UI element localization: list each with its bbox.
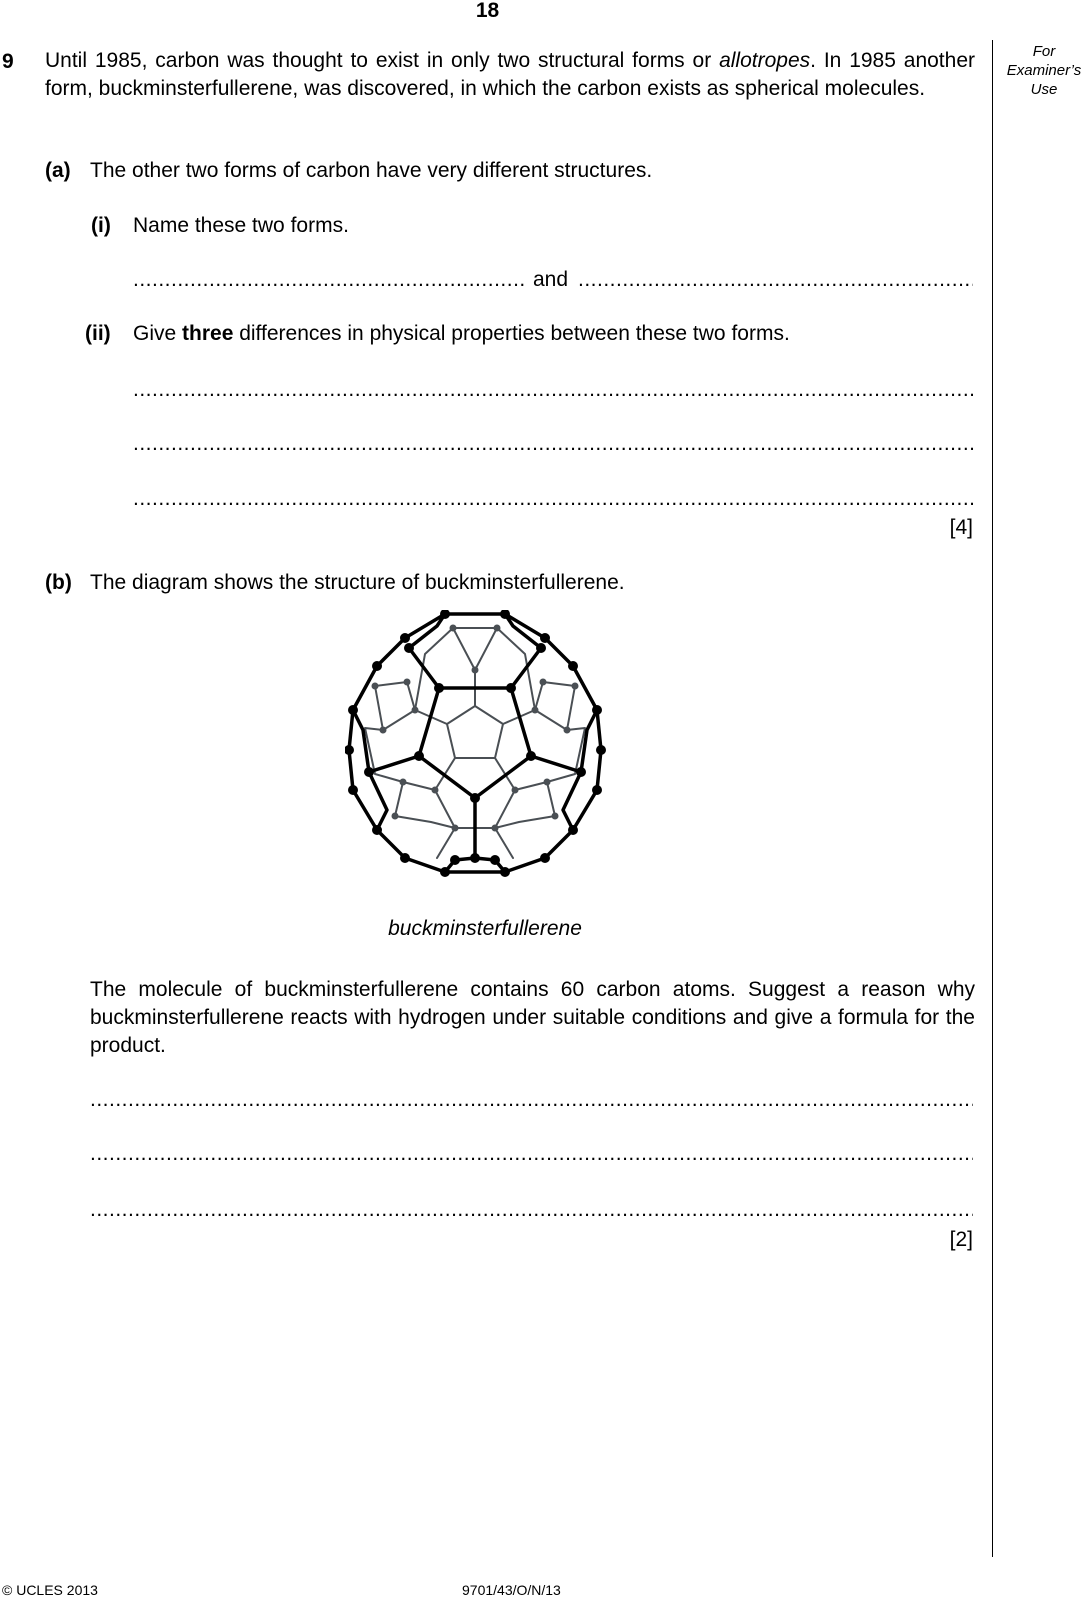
atom [348, 705, 358, 715]
answer-line-a-ii-1[interactable] [133, 378, 973, 402]
atom [470, 793, 480, 803]
part-a-ii-text [133, 322, 790, 346]
atom [400, 633, 410, 643]
page-number: 18 [475, 0, 500, 22]
answer-line-b-2[interactable] [90, 1142, 973, 1166]
atom [404, 643, 414, 653]
atom [576, 767, 586, 777]
part-a-i-text: Name these two forms. [133, 214, 349, 237]
back-atom [512, 787, 519, 794]
front-bond [369, 756, 419, 772]
part-b-question: The molecule of buckminsterfullerene contains 60 carbon atoms. Suggest a reason why buckminsterfullerene reacts with hydrogen under suitable conditions and give a formula for the product. [90, 978, 975, 1057]
atom [536, 643, 546, 653]
atom [345, 745, 354, 755]
footer-code: 9701/43/O/N/13 [462, 1582, 561, 1598]
atom [526, 751, 536, 761]
question-intro [45, 47, 975, 103]
footer-copyright: © UCLES 2013 [2, 1582, 98, 1598]
back-atom [564, 727, 571, 734]
atom [414, 751, 424, 761]
examiner-line-3: Use [1030, 81, 1058, 98]
atom [540, 633, 550, 643]
back-atom [544, 779, 551, 786]
atom [470, 853, 480, 863]
atom [348, 785, 358, 795]
atom [364, 767, 374, 777]
back-atom [472, 667, 479, 674]
back-atom [412, 707, 419, 714]
answer-line-a-i-2[interactable] [578, 268, 973, 292]
intro-part-2: . In 1985 another form, buckminsterfullerene, was discovered, in which the carbon exists as spherical molecules. [45, 49, 975, 100]
atom [490, 855, 500, 865]
part-b-label: (b) [45, 571, 72, 594]
and-connector: and [533, 268, 569, 291]
marks-b: [2] [949, 1228, 973, 1251]
back-atom [450, 625, 457, 632]
back-atom [492, 825, 499, 832]
back-atom [400, 779, 407, 786]
examiner-margin-rule [992, 40, 993, 1557]
buckminsterfullerene-diagram [345, 610, 625, 890]
back-atom [452, 825, 459, 832]
atom [592, 785, 602, 795]
part-b-text: The diagram shows the structure of buckminsterfullerene. [90, 571, 625, 594]
front-ring [353, 710, 369, 772]
answer-line-a-ii-2[interactable] [133, 432, 973, 456]
intro-part-1: Until 1985, carbon was thought to exist in only two structural forms or [45, 49, 720, 72]
examiner-line-1: For [1032, 43, 1056, 60]
ii-text-before: Give [133, 322, 183, 345]
atom [540, 853, 550, 863]
atom [568, 661, 578, 671]
atom [440, 867, 450, 877]
atom [568, 825, 578, 835]
examiner-use-label [1000, 42, 1088, 99]
front-ring [581, 710, 597, 772]
part-a-i-label: (i) [91, 214, 111, 237]
ii-text-after: differences in physical properties between these two forms. [233, 322, 790, 345]
atom [506, 683, 516, 693]
back-atom [552, 813, 559, 820]
part-a-ii-label: (ii) [85, 322, 111, 345]
part-a-label: (a) [45, 159, 71, 182]
back-atom [494, 625, 501, 632]
atom [596, 745, 606, 755]
back-atom [432, 787, 439, 794]
intro-italic: allotropes [719, 49, 811, 72]
back-atom [372, 683, 379, 690]
part-a-text: The other two forms of carbon have very different structures. [90, 159, 653, 182]
atom [434, 683, 444, 693]
atom [372, 825, 382, 835]
diagram-caption: buckminsterfullerene [388, 917, 582, 940]
atom [592, 705, 602, 715]
back-atom [392, 813, 399, 820]
atom [372, 661, 382, 671]
back-ring [495, 782, 555, 828]
answer-line-a-i-1[interactable] [133, 268, 525, 292]
examiner-line-2: Examiner’s [1006, 62, 1082, 79]
marks-a: [4] [949, 516, 973, 539]
central-pentagon [447, 706, 503, 758]
answer-line-a-ii-3[interactable] [133, 487, 973, 511]
question-number: 9 [2, 50, 14, 73]
back-ring [395, 782, 455, 828]
atom [450, 855, 460, 865]
back-atom [404, 679, 411, 686]
back-atom [572, 683, 579, 690]
back-atom [540, 679, 547, 686]
back-atom [380, 727, 387, 734]
front-bond [531, 756, 581, 772]
ii-text-bold: three [182, 322, 234, 345]
answer-line-b-3[interactable] [90, 1198, 973, 1222]
atom [400, 853, 410, 863]
answer-line-b-1[interactable] [90, 1088, 973, 1112]
back-atom [532, 707, 539, 714]
atom [500, 867, 510, 877]
